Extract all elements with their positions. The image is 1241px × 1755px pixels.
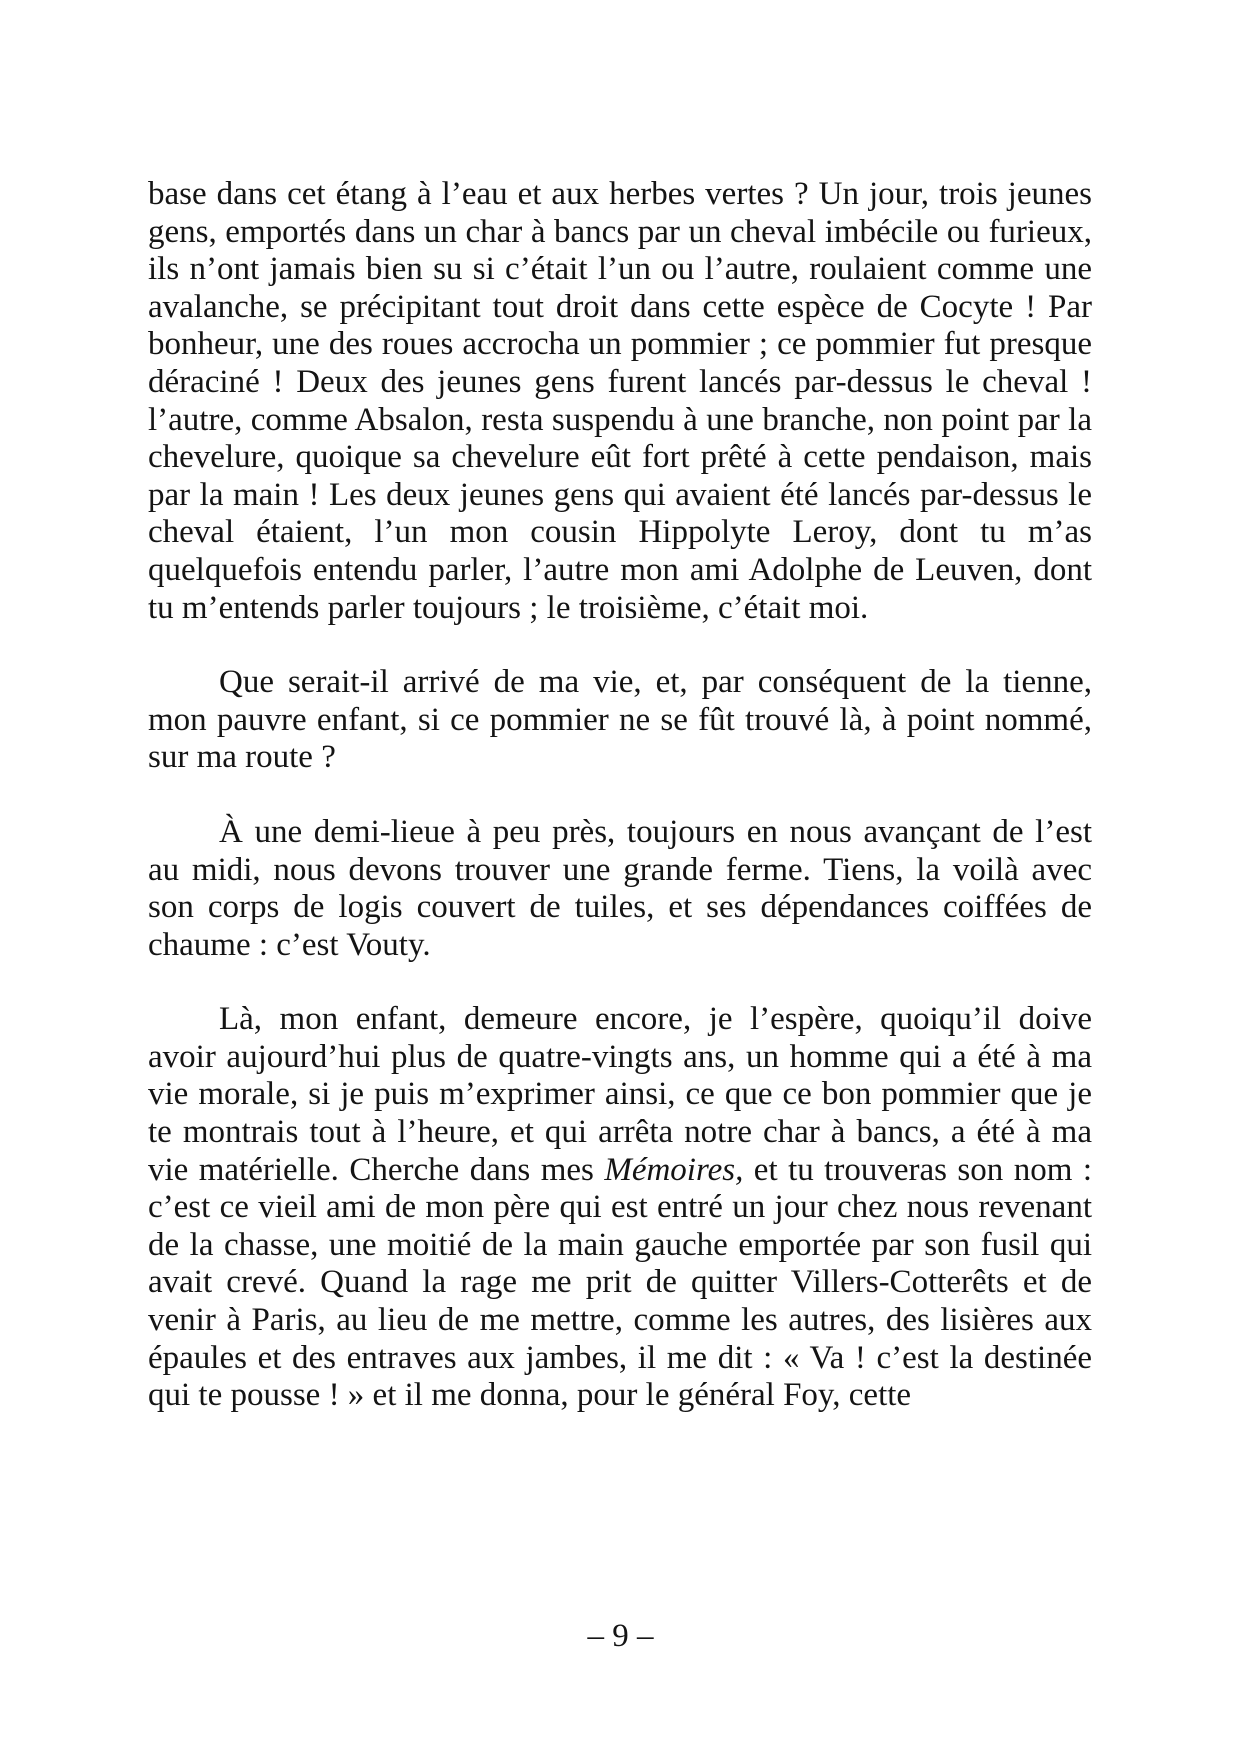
paragraph-text: Que serait-il arrivé de ma vie, et, par conséquent de la tienne, mon pauvre enfant, si ce pommier ne se fût trouvé là, à point nommé, sur ma route ?: [148, 664, 1092, 776]
paragraph-3: [148, 814, 1092, 964]
paragraph-4: [148, 1001, 1092, 1415]
paragraph-text: base dans cet étang à l’eau et aux herbes vertes ? Un jour, trois jeunes gens, emportés dans un char à bancs par un cheval imbécile ou furieux, ils n’ont jamais bien su si c’était l’un ou l’autre, roulaient comme une avalanche, se précipitant tout droit dans cette espèce de Cocyte ! Par bonheur, une des roues accrocha un pommier ; ce pommier fut presque déraciné ! Deux des jeunes gens furent lancés par-dessus le cheval ! l’autre, comme Absalon, resta suspendu à une branche, non point par la chevelure, quoique sa chevelure eût fort prêté à cette pendaison, mais par la main ! Les deux jeunes gens qui avaient été lancés par-dessus le cheval étaient, l’un mon cousin Hippolyte Leroy, dont tu m’as quelquefois entendu parler, l’autre mon ami Adolphe de Leuven, dont tu m’entends parler toujours ; le troisième, c’était moi.: [148, 176, 1092, 626]
page-number: – 9 –: [587, 1618, 654, 1654]
paragraph-text: À une demi-lieue à peu près, toujours en nous avançant de l’est au midi, nous devons trouver une grande ferme. Tiens, la voilà avec son corps de logis couvert de tuiles, et ses dépendances coiffées de chaume : c’est Vouty.: [148, 813, 1092, 963]
body-text: [148, 176, 1092, 1452]
paragraph-text: Là, mon enfant, demeure encore, je l’espère, quoiqu’il doive avoir aujourd’hui plus de quatre-vingts ans, un homme qui a été à ma vie morale, si je puis m’exprimer ainsi, ce que ce bon pommier que je te montrais tout à l’heure, et qui arrêta notre char à bancs, a été à ma vie matérielle. Cherche dans mes: [148, 1001, 1092, 1188]
book-title-italic: Mémoires,: [604, 1151, 744, 1188]
paragraph-text: et tu trouveras son nom : c’est ce vieil ami de mon père qui est entré un jour chez nous revenant de la chasse, une moitié de la main gauche emportée par son fusil qui avait crevé. Quand la rage me prit de quitter Villers-Cotterêts et de venir à Paris, au lieu de me mettre, comme les autres, des lisières aux épaules et des entraves aux jambes, il me dit : « Va ! c’est la destinée qui te pousse ! » et il me donna, pour le général Foy, cette: [148, 1151, 1093, 1414]
paragraph-1: [148, 176, 1092, 627]
paragraph-2: [148, 664, 1092, 777]
